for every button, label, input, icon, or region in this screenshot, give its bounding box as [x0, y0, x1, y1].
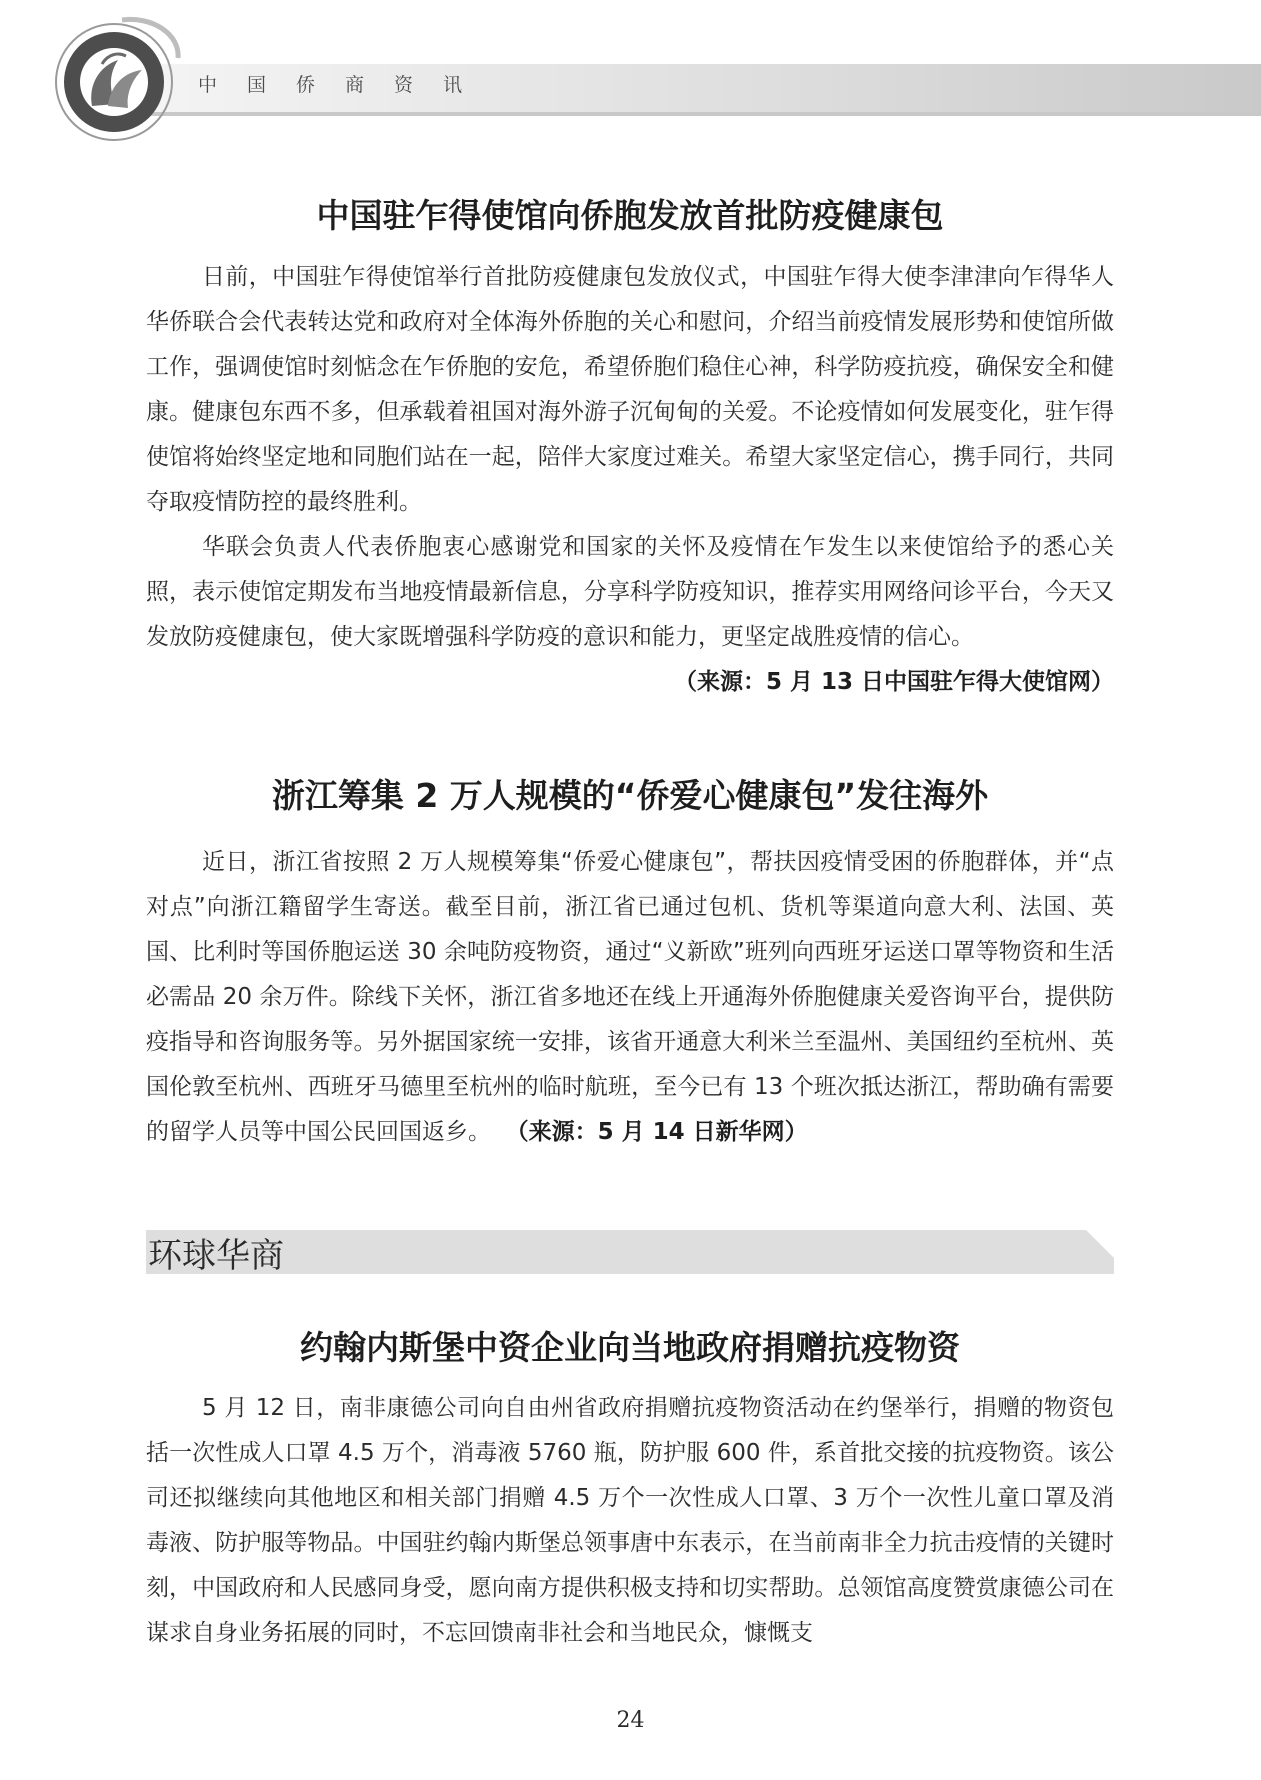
page-number: 24 [616, 1708, 645, 1733]
article-title: 中国驻乍得使馆向侨胞发放首批防疫健康包 [316, 196, 944, 235]
article-source: （来源：5 月 14 日新华网） [505, 1119, 808, 1145]
article-paragraph: 华联会负责人代表侨胞衷心感谢党和国家的关怀及疫情在乍发生以来使馆给予的悉心关照，表示使馆定期发布当地疫情最新信息，分享科学防疫知识，推荐实用网络问诊平台，今天又发放防疫健康包，使大家既增强科学防疫的意识和能力，更坚定战胜疫情的信心。 [146, 534, 1114, 650]
page-header [0, 0, 1261, 150]
article-paragraph [146, 840, 1114, 1155]
article-paragraph: 5 月 12 日，南非康德公司向自由州省政府捐赠抗疫物资活动在约堡举行，捐赠的物资包括一次性成人口罩 4.5 万个，消毒液 5760 瓶，防护服 600 件，系首批交接的抗疫物资。该公司还拟继续向其他地区和相关部门捐赠 4.5 万个一次性成人口罩、3 万个一次性儿童口罩及消毒液、防护服等物品。中国驻约翰内斯堡总领事唐中东表示，在当前南非全力抗击疫情的关键时刻，中国政府和人民感同身受，愿向南方提供积极支持和切实帮助。总领馆高度赞赏康德公司在谋求自身业务拓展的同时，不忘回馈南非社会和当地民众，慷慨支 [146, 1395, 1114, 1646]
header-title: 中国侨商资讯 [198, 74, 493, 96]
article-source: （来源：5 月 13 日中国驻乍得大使馆网） [673, 669, 1114, 695]
article-title: 浙江筹集 2 万人规模的“侨爱心健康包”发往海外 [271, 776, 989, 815]
article-paragraph: 日前，中国驻乍得使馆举行首批防疫健康包发放仪式，中国驻乍得大使李津津向乍得华人华侨联合会代表转达党和政府对全体海外侨胞的关心和慰问，介绍当前疫情发展形势和使馆所做工作，强调使馆时刻惦念在乍侨胞的安危，希望侨胞们稳住心神，科学防疫抗疫，确保安全和健康。健康包东西不多，但承载着祖国对海外游子沉甸甸的关爱。不论疫情如何发展变化，驻乍得使馆将始终坚定地和同胞们站在一起，陪伴大家度过难关。希望大家坚定信心，携手同行，共同夺取疫情防控的最终胜利。 [146, 264, 1114, 515]
section-bar [146, 1230, 1114, 1274]
header-band-underline [150, 112, 1261, 116]
section-title: 环球华商 [148, 1236, 284, 1276]
article-title: 约翰内斯堡中资企业向当地政府捐赠抗疫物资 [300, 1328, 960, 1367]
logo-icon [52, 14, 182, 144]
article-paragraph-text: 近日，浙江省按照 2 万人规模筹集“侨爱心健康包”，帮扶因疫情受困的侨胞群体，并“点对点”向浙江籍留学生寄送。截至目前，浙江省已通过包机、货机等渠道向意大利、法国、英国、比利时等国侨胞运送 30 余吨防疫物资，通过“义新欧”班列向西班牙运送口罩等物资和生活必需品 20 余万件。除线下关怀，浙江省多地还在线上开通海外侨胞健康关爱咨询平台，提供防疫指导和咨询服务等。另外据国家统一安排，该省开通意大利米兰至温州、美国纽约至杭州、英国伦敦至杭州、西班牙马德里至杭州的临时航班，至今已有 13 个班次抵达浙江，帮助确有需要的留学人员等中国公民回国返乡。 [146, 849, 1114, 1145]
